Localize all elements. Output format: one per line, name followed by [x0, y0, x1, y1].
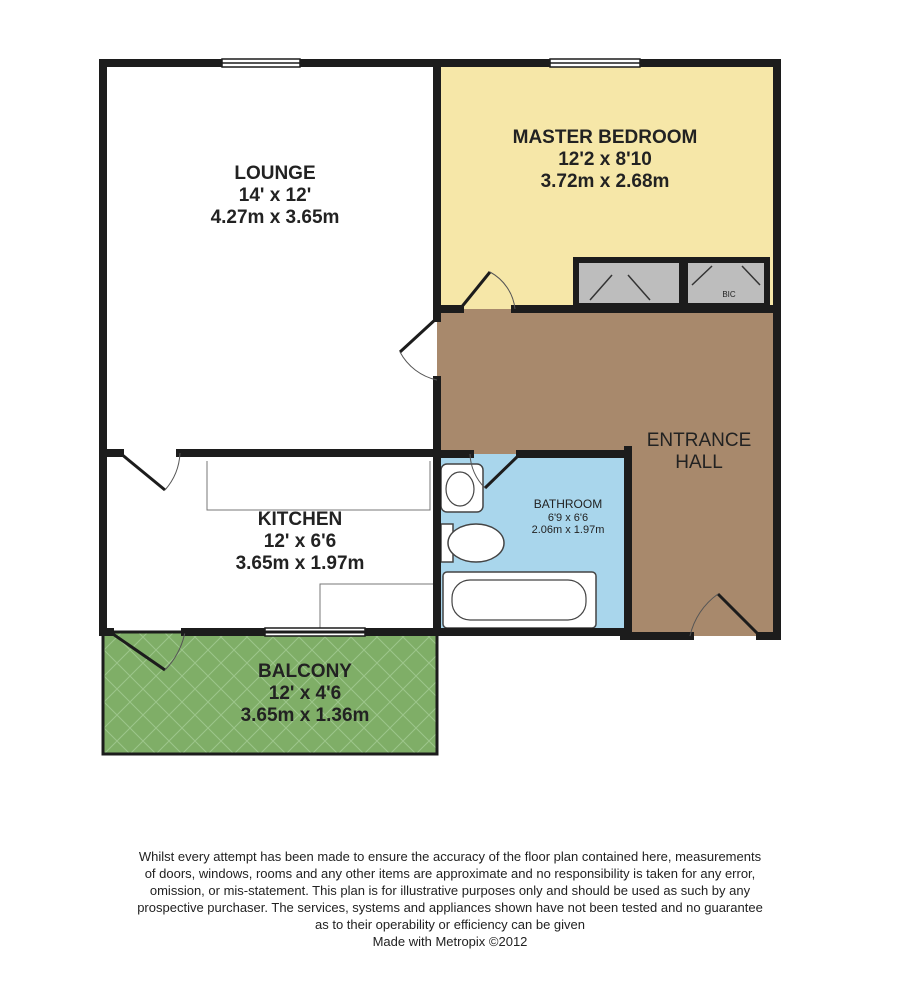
kitchen-label [200, 509, 400, 575]
kitchen-name: KITCHEN [257, 509, 343, 530]
disclaimer-line: of doors, windows, rooms and any other items are approximate and no responsibility is taken for any error, [144, 866, 756, 881]
master-bedroom-metric: 3.72m x 2.68m [540, 170, 670, 192]
metropix-credit: Made with Metropix ©2012 [372, 934, 528, 949]
balcony-label [205, 661, 405, 727]
toilet-bowl-icon [448, 524, 504, 562]
entrance-hall-label [624, 430, 774, 474]
lounge-imperial: 14' x 12' [238, 184, 312, 206]
balcony-metric: 3.65m x 1.36m [240, 704, 370, 726]
entrance-hall-floor-lower [624, 450, 777, 636]
bathroom-label [510, 498, 626, 537]
entrance-hall-name-1: ENTRANCE [646, 430, 752, 451]
entrance-hall-name-2: HALL [675, 451, 723, 473]
lounge-label [170, 163, 380, 229]
bathroom-metric: 2.06m x 1.97m [531, 524, 605, 537]
master-bedroom-label [480, 127, 730, 193]
disclaimer-line: omission, or mis-statement. This plan is for illustrative purposes only and should be used as such by any [149, 883, 751, 898]
bic-text: BIC [722, 290, 736, 299]
lounge-metric: 4.27m x 3.65m [210, 206, 340, 228]
balcony-name: BALCONY [258, 661, 352, 682]
master-bedroom-name: MASTER BEDROOM [512, 127, 698, 148]
disclaimer-line: as to their operability or efficiency can be given [314, 917, 586, 932]
bathroom-imperial: 6'9 x 6'6 [547, 511, 589, 524]
bic-label [714, 290, 744, 299]
kitchen-metric: 3.65m x 1.97m [235, 552, 365, 574]
bathroom-name: BATHROOM [533, 497, 603, 511]
kitchen-imperial: 12' x 6'6 [263, 530, 337, 552]
balcony-imperial: 12' x 4'6 [268, 682, 342, 704]
disclaimer-line: Whilst every attempt has been made to ensure the accuracy of the floor plan contained here, measurements [138, 849, 762, 864]
disclaimer [40, 848, 860, 950]
lounge-name: LOUNGE [234, 163, 316, 184]
disclaimer-line: prospective purchaser. The services, systems and appliances shown have not been tested and no guarantee [137, 900, 763, 915]
master-bedroom-imperial: 12'2 x 8'10 [558, 148, 652, 170]
lounge-floor [103, 63, 437, 453]
